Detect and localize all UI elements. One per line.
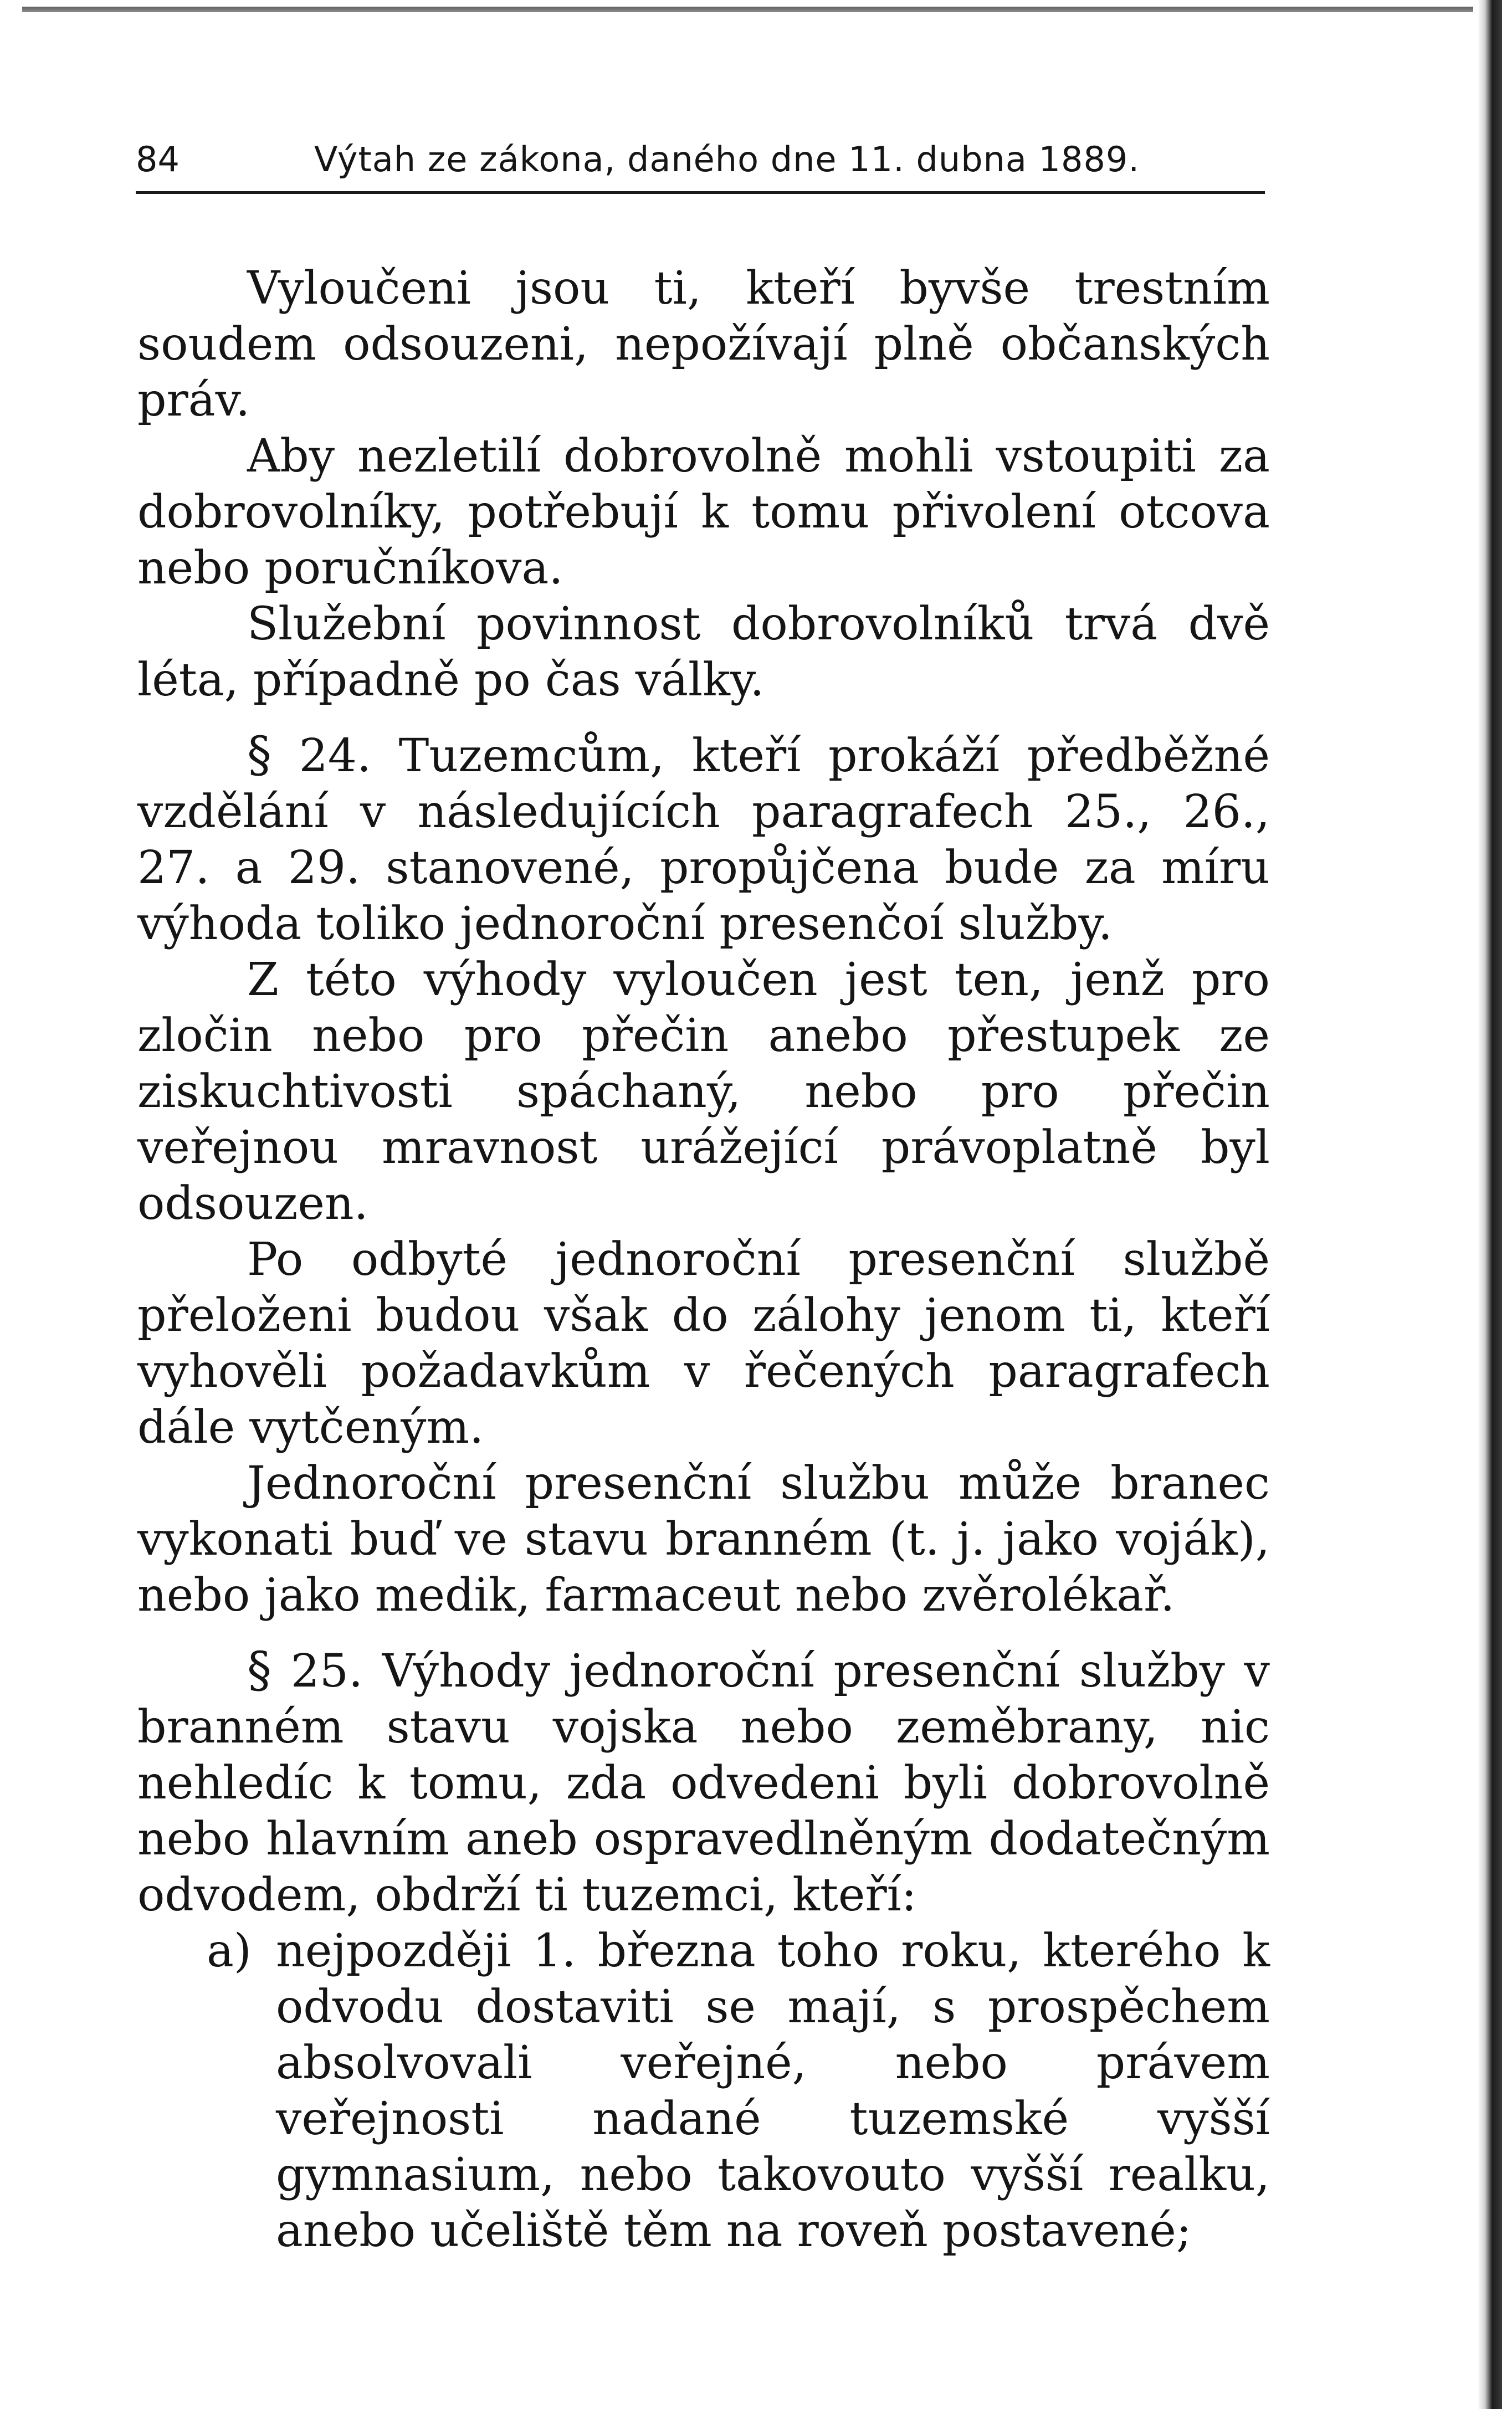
paragraph: Jednoroční presenční službu může branec vykonati buď ve stavu branném (t. j. jako voják), nebo jako medik, farmaceut nebo zvěrolékař. [137,1457,1270,1622]
page-header [136,137,1260,193]
paragraph: Vyloučeni jsou ti, kteří byvše trestním soudem odsouzeni, nepožívají plně občanských práv. [137,262,1270,427]
section-24 [137,726,1270,952]
section-25 [137,1642,1270,1923]
paragraph: Po odbyté jednoroční presenční službě přeloženi budou však do zálohy jenom ti, kteří vyhověli požadavkům v řečených paragrafech dále vytčeným. [137,1233,1270,1454]
running-title: Výtah ze zákona, daného dne 11. dubna 1889. [314,139,1140,180]
page-right-edge [1478,0,1502,2409]
paragraph: Z této výhody vyloučen jest ten, jenž pro zločin nebo pro přečin anebo přestupek ze ziskuchtivosti spáchaný, nebo pro přečin veřejnou mravnost urážející právoplatně byl odsouzen. [137,954,1270,1230]
paragraph: Aby nezletilí dobrovolně mohli vstoupiti za dobrovolníky, potřebují k tomu přivolení otcova nebo poručníkova. [137,430,1270,594]
header-rule [136,191,1265,194]
list-item-text: nejpozději 1. března toho roku, kterého k odvodu dostaviti se mají, s prospěchem absolvovali veřejné, nebo právem veřejnosti nadané tuzemské vyšší gymnasium, nebo takovouto vyšší realku, anebo učeliště těm na roveň postavené; [276,1925,1270,2257]
list-item [137,1923,1270,2259]
page-number: 84 [136,139,180,180]
page-top-edge [22,7,1473,12]
section-25-text: 25. Výhody jednoroční presenční služby v branném stavu vojska nebo zeměbrany, nic nehledíc k tomu, zda odvedeni byli dobrovolně nebo hlavním aneb ospravedlněným dodatečným odvodem, obdrží ti tuzemci, kteří: [137,1645,1270,1921]
list-marker: a) [207,1925,252,1977]
body-text [137,260,1270,2259]
section-sign: § [247,726,271,783]
paragraph: Služební povinnost dobrovolníků trvá dvě léta, případně po čas války. [137,598,1270,706]
section-24-text: 24. Tuzemcům, kteří prokáží předběžné vzdělání v následujících paragrafech 25., 26., 27. a 29. stanovené, propůjčena bude za míru výhoda toliko jednoroční presenčoí služby. [137,730,1270,950]
section-sign: § [247,1641,271,1698]
